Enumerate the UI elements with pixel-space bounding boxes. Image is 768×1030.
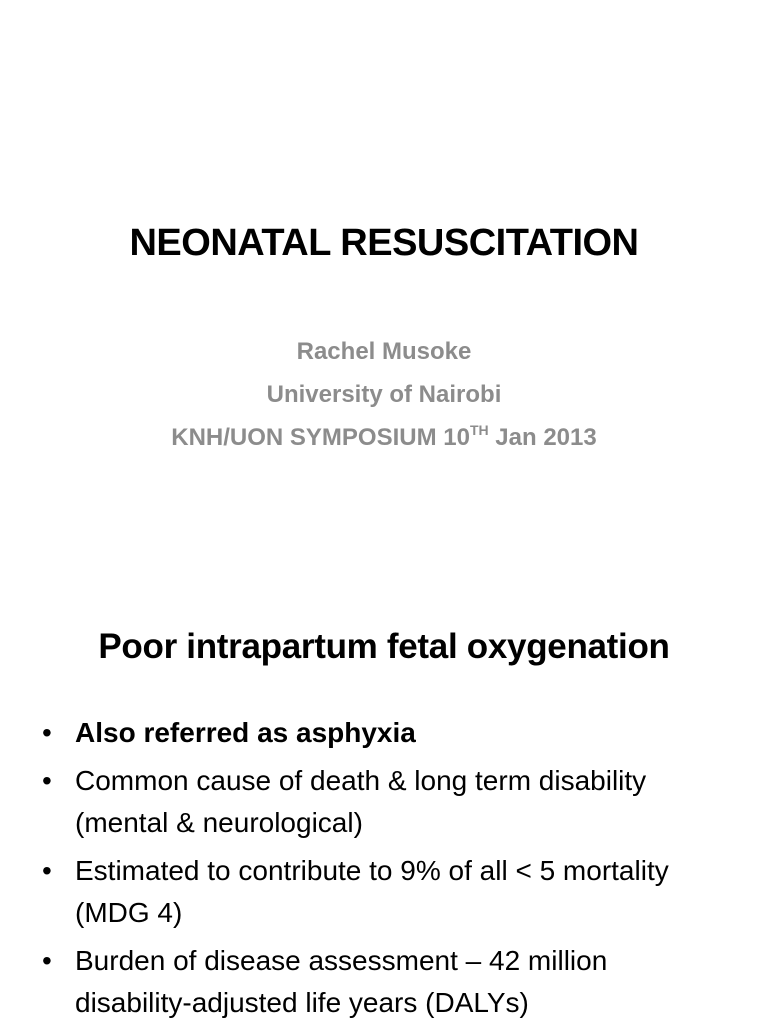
bullet-text: Burden of disease assessment – 42 million disability-adjusted life years (DALYs) <box>75 945 608 1018</box>
bullet-list <box>40 712 730 1030</box>
event-prefix: KNH/UON SYMPOSIUM 10 <box>171 424 470 451</box>
slide-content-heading: Poor intrapartum fetal oxygenation <box>98 627 670 666</box>
bullet-icon: • <box>42 945 52 976</box>
bullet-text: Estimated to contribute to 9% of all < 5 mortality (MDG 4) <box>75 855 669 928</box>
bullet-text: Also referred as asphyxia <box>75 717 416 748</box>
bullet-text: Common cause of death & long term disability (mental & neurological) <box>75 765 647 838</box>
event-line <box>0 416 768 459</box>
slide-content <box>0 576 768 1024</box>
bullet-icon: • <box>42 855 52 886</box>
author-name: Rachel Musoke <box>296 338 472 365</box>
bullet-item <box>40 850 730 934</box>
bullet-item <box>40 760 730 844</box>
bullet-item <box>40 712 730 754</box>
event-suffix: Jan 2013 <box>488 424 597 451</box>
slide-title-heading: NEONATAL RESUSCITATION <box>129 222 639 264</box>
bullet-item <box>40 940 730 1024</box>
event-superscript: TH <box>469 422 489 438</box>
slide-subtitle <box>0 330 768 459</box>
institution-name: University of Nairobi <box>266 381 502 408</box>
bullet-icon: • <box>42 765 52 796</box>
bullet-icon: • <box>42 717 52 748</box>
